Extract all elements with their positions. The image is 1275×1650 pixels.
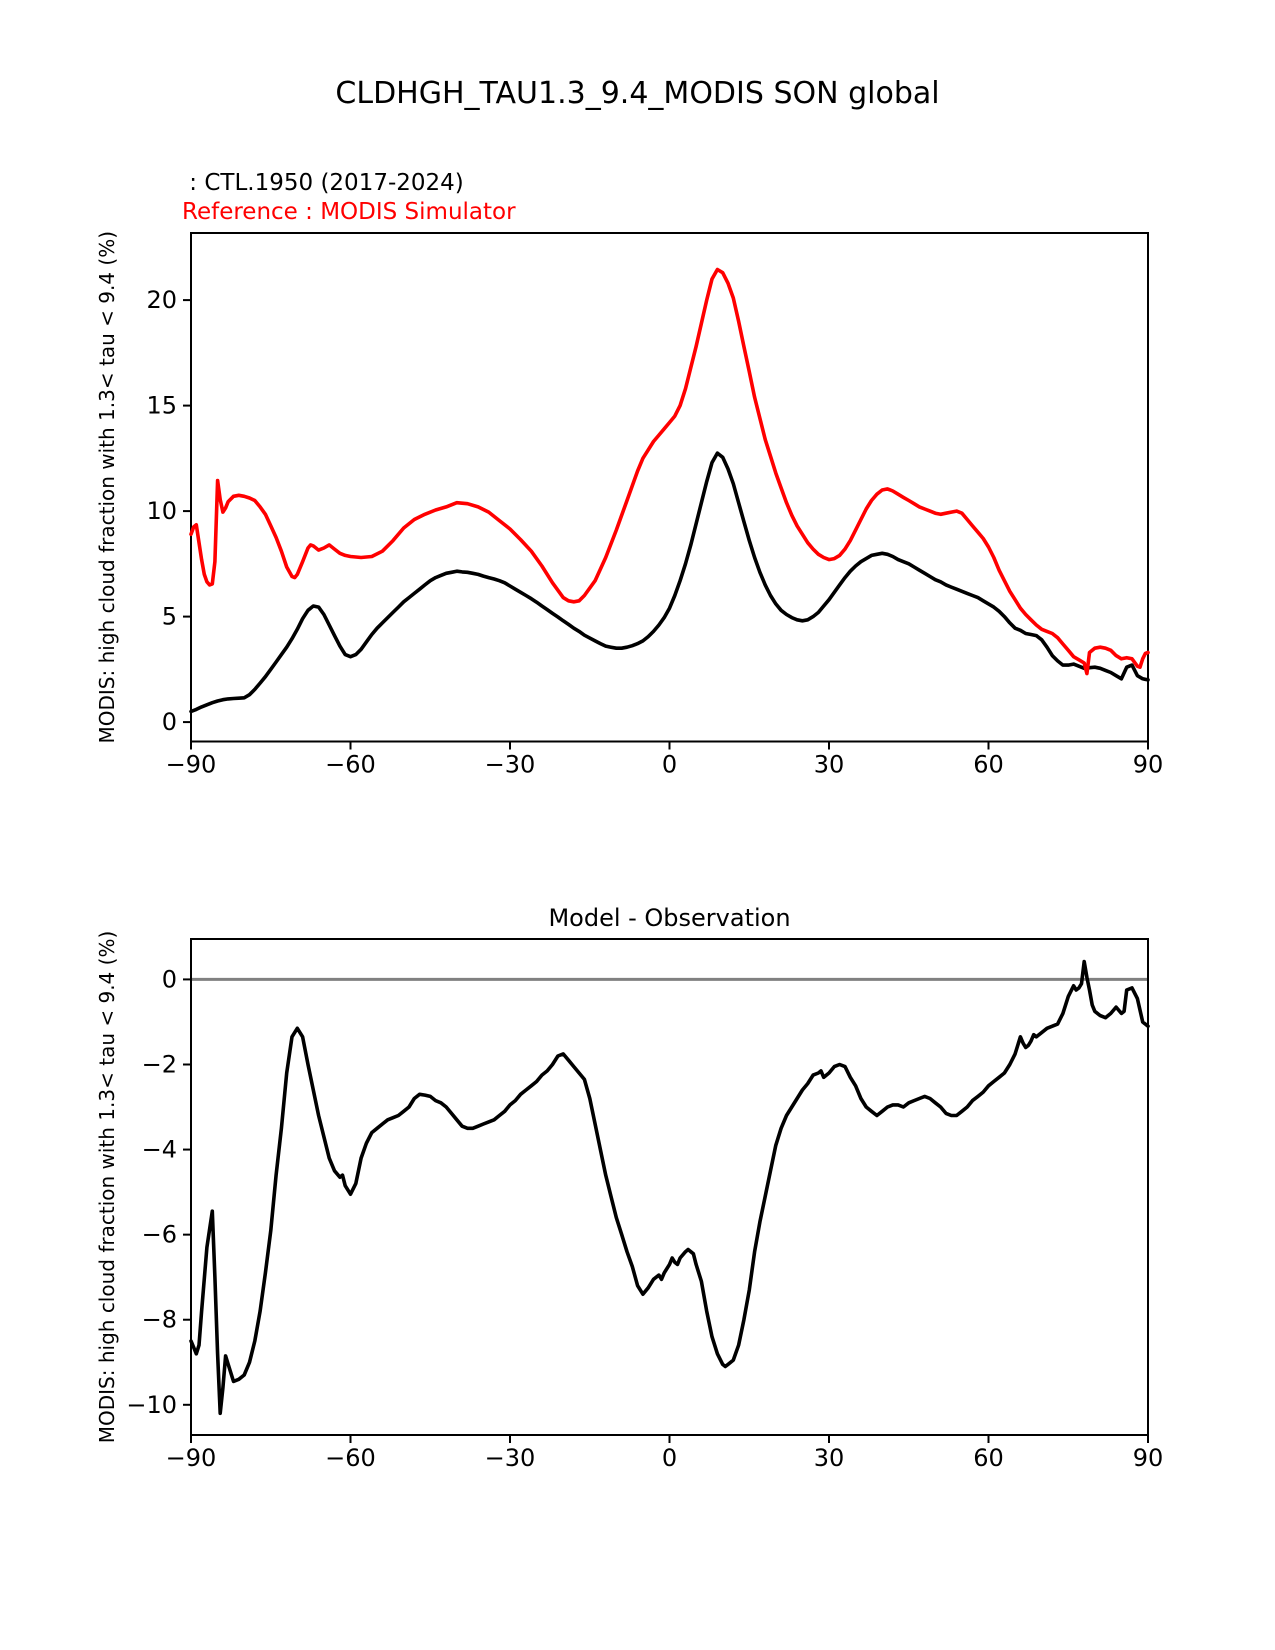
x-tick-label: −30 bbox=[484, 750, 536, 779]
x-tick-label: 60 bbox=[973, 1444, 1004, 1472]
x-tick-label: −30 bbox=[484, 1444, 536, 1472]
x-tick-label: −60 bbox=[325, 750, 376, 779]
y-tick-label: 0 bbox=[161, 708, 177, 737]
y-tick-label: 10 bbox=[146, 497, 177, 526]
x-tick-label: 0 bbox=[661, 750, 678, 779]
x-tick-label: 90 bbox=[1132, 1444, 1164, 1472]
y-tick-label: −10 bbox=[126, 1390, 177, 1419]
y-tick-label: 20 bbox=[146, 286, 177, 315]
x-tick-label: 60 bbox=[973, 750, 1004, 779]
series-line-reference bbox=[191, 270, 1148, 674]
y-axis-label-chart1: MODIS: high cloud fraction with 1.3< tau < 9.4 (%) bbox=[95, 231, 119, 744]
chart2-title: Model - Observation bbox=[548, 904, 791, 932]
y-tick-label: −2 bbox=[141, 1050, 177, 1079]
y-tick-label: −4 bbox=[141, 1135, 177, 1164]
figure-title: CLDHGH_TAU1.3_9.4_MODIS SON global bbox=[335, 76, 940, 111]
x-tick-label: 30 bbox=[813, 750, 845, 779]
axes-frame-chart2 bbox=[191, 939, 1148, 1435]
series-line-difference bbox=[191, 962, 1148, 1414]
y-tick-label: −6 bbox=[141, 1220, 177, 1249]
x-tick-label: 30 bbox=[813, 1444, 845, 1472]
x-tick-label: −60 bbox=[325, 1444, 376, 1472]
y-tick-label: 5 bbox=[161, 602, 177, 631]
legend-model-label: : CTL.1950 (2017-2024) bbox=[182, 170, 464, 196]
y-tick-label: 0 bbox=[161, 965, 177, 994]
legend-reference-label: Reference : MODIS Simulator bbox=[182, 199, 516, 225]
axes-frame-chart1 bbox=[191, 233, 1148, 742]
x-tick-label: 0 bbox=[661, 1444, 678, 1472]
x-tick-label: 90 bbox=[1132, 750, 1164, 779]
y-axis-label-chart2: MODIS: high cloud fraction with 1.3< tau < 9.4 (%) bbox=[95, 930, 119, 1444]
y-tick-label: 15 bbox=[146, 391, 177, 420]
x-tick-label: −90 bbox=[165, 1444, 217, 1472]
y-tick-label: −8 bbox=[141, 1305, 177, 1334]
x-tick-label: −90 bbox=[165, 750, 217, 779]
